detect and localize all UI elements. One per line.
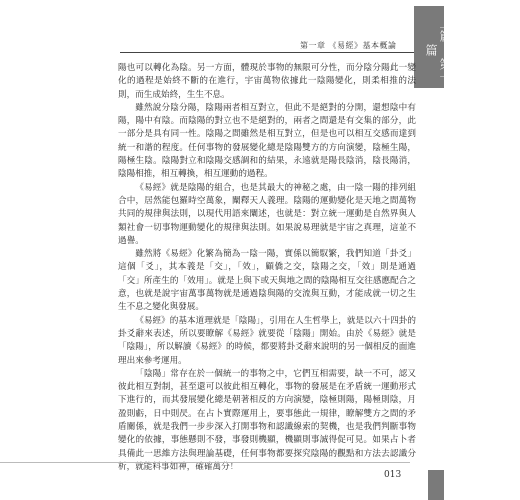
section-tab-label: 上篇 第一篇 <box>424 16 452 84</box>
footer-rule <box>0 462 410 463</box>
footer-tab <box>428 470 444 500</box>
running-head: 第一章 《易經》基本概論 <box>300 41 397 50</box>
paragraph: 《易經》的基本道理就是「陰陽」，引用在人生哲學上，就是以六十四卦的卦爻辭來表述，所以要瞭解《易經》就要從「陰陽」開始。由於《易經》就是「陰陽」，所以解讀《易經》的時候，都要將卦爻辭來說明的另一個相反的面進理出來參考運用。 <box>118 315 416 366</box>
paragraph: 《易經》就是陰陽的組合，也是其最大的神秘之處，由一陰一陽的排列組合中，居然能包羅時空萬象，闡釋天人義理。陰陽的運動變化是天地之間萬物共同的規律與法則，以現代用語來闡述，也就是：對立統一運動是自然界與人類社會一切事物運動變化的規律與法則。如果說易理就是宇宙之真理，這並不過譽。 <box>118 182 416 246</box>
paragraph: 雖然說分陰分陽，陰陽兩者相互對立，但此不是絕對的分開，還想陰中有陽，陽中有陰。而陰陽的對立也不是絕對的，兩者之間還是有交集的部分，此一部分是具有同一性。陰陽之間雖然是相互對立，但是也可以相互交感而達到統一和諧的程度。任何事物的發展變化總是陰陽雙方的方向演變，陰極生陽，陽極生陰。陰陽對立和陰陽交感調和的結果，永遠就是陽長陰消，陰長陽消，陰陽相推，相互轉換，相互運動的過程。 <box>118 102 416 180</box>
section-tab <box>414 6 452 88</box>
paragraph: 陽也可以轉化為陰。另一方面，體現於事物的無限可分性，而分陰分陽此一變化的過程是始終不斷的在進行，宇宙萬物依據此一陰陽變化，則柔相推的法則，而生成始終，生生不息。 <box>118 63 416 100</box>
paragraph: 「陰陽」常存在於一個統一的事物之中，它們互相需要，缺一不可，認又彼此相互對制，甚至還可以彼此相互轉化，事物的發展是在矛盾統一運動形式下進行的，而其發展變化總是朝著相反的方向演變，陰極則陽，陽極則陰，月盈則虧，日中則昃。在占卜實際運用上，要事態此一規律，瞭解雙方之間的矛盾關係，就是我們一步步深入打開事物和認識線索的契機，也是我們判斷事物變化的依據，事態懸則不發，事發則機顯，機顯則事誠得促可見。如果占卜者具備此一思維方法與理論基礎，任何事物都要探究陰陽的觀點和方法去認識分析，就能料事如神，確確萬分！ <box>118 368 416 472</box>
paragraph: 雖然將《易經》化繁為簡為一陰一陽，實係以簡馭繁，我們知道「卦爻」這個「爻」，其本義是「交」，「效」，顧僑之交，陰陽之交，「效」則是通過「交」所產生的「效用」。就是上與下或天與地之間的陰陽相互交往感應配合之意，也就是說宇宙萬事萬物就是通過陰與陽的交流與互動，才能成就一切之生生不息之變化與發展。 <box>118 249 416 313</box>
body-text <box>118 62 416 474</box>
header-rule <box>120 52 414 53</box>
page-number: 013 <box>384 470 402 480</box>
